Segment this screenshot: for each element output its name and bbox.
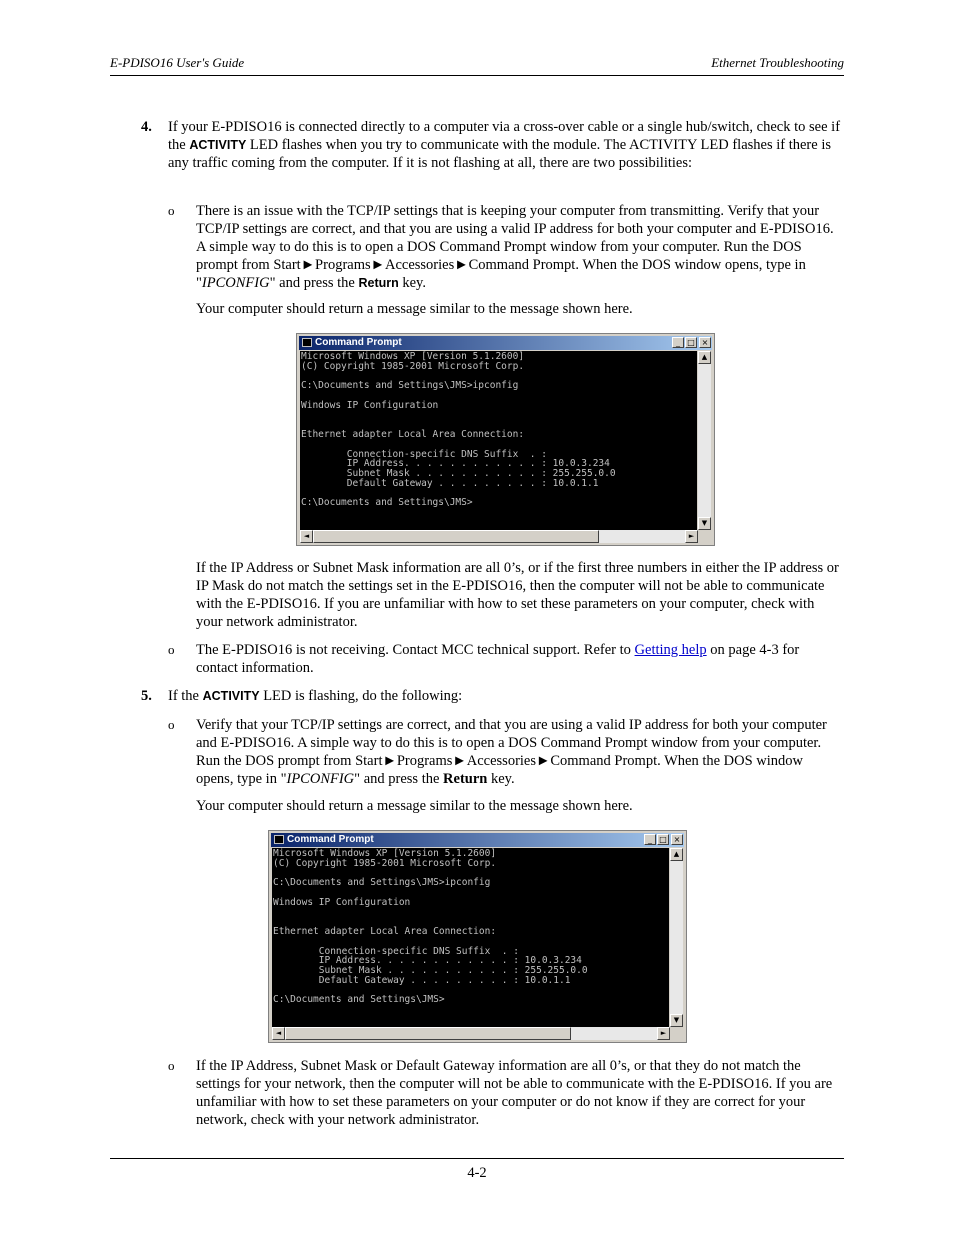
window-title: Command Prompt [287, 834, 374, 845]
maximize-button[interactable]: □ [657, 834, 669, 845]
step-4-bullet-1-text: There is an issue with the TCP/IP settings that is keeping your computer from transmitting. Verify that your TCP/IP settings are correct, and that you are using a valid IP address for both your computer and E-PDISO16. A simple way to do this is to open a DOS Command Prompt window from your computer. Run the DOS prompt from Start►Programs►Accessories►Command Prompt. When the DOS window opens, type in "IPCONFIG" and press the Return key. [196, 203, 834, 291]
header-section-title: Ethernet Troubleshooting [711, 55, 844, 70]
scroll-right-arrow-icon[interactable]: ► [685, 530, 698, 543]
console-output: Microsoft Windows XP [Version 5.1.2600] (C) Copyright 1985-2001 Microsoft Corp. C:\Documents and Settings\JMS>ipconfig Windows IP Configuration Ethernet adapter Local Area Connection: Connection-specific DNS Suffix . : IP Address. . . . . . . . . . . . : 10.0.3.234 Subnet Mask . . . . . . . . . . . : 255.255.0.0 Default Gateway . . . . . . . . . : 10.0.1.1 C:\Documents and Settings\JMS> [300, 351, 697, 530]
step-5-text: If the ACTIVITY LED is flashing, do the following: [168, 688, 463, 704]
scroll-down-arrow-icon[interactable]: ▼ [670, 1014, 683, 1027]
scroll-up-arrow-icon[interactable]: ▲ [698, 351, 711, 364]
vertical-scrollbar[interactable] [670, 848, 683, 1027]
bullet-marker: o [168, 717, 175, 732]
page-number: 4-2 [467, 1165, 487, 1181]
step-5-number: 5. [141, 688, 152, 704]
scroll-left-arrow-icon[interactable]: ◄ [272, 1027, 285, 1040]
horizontal-scrollbar[interactable] [300, 530, 698, 543]
step-4-text: If your E-PDISO16 is connected directly to a computer via a cross-over cable or a single hub/switch, check to see if the ACTIVITY LED flashes when you try to communicate with the module. The ACTIVITY LED flashes if there is any traffic coming from the computer. If it is not flashing at all, there are two possibilities: [168, 119, 841, 171]
command-prompt-window-2 [268, 830, 687, 1043]
getting-help-link[interactable]: Getting help [634, 642, 707, 658]
return-key-label: Return [443, 771, 488, 787]
scroll-thumb[interactable] [313, 530, 599, 543]
minimize-button[interactable]: _ [644, 834, 656, 845]
console-output: Microsoft Windows XP [Version 5.1.2600] (C) Copyright 1985-2001 Microsoft Corp. C:\Documents and Settings\JMS>ipconfig Windows IP Configuration Ethernet adapter Local Area Connection: Connection-specific DNS Suffix . : IP Address. . . . . . . . . . . . : 10.0.3.234 Subnet Mask . . . . . . . . . . . : 255.255.0.0 Default Gateway . . . . . . . . . : 10.0.1.1 C:\Documents and Settings\JMS> [272, 848, 669, 1027]
step-5-note: Your computer should return a message similar to the message shown here. [196, 798, 633, 814]
cmd-icon [274, 835, 284, 844]
page-header [110, 55, 844, 76]
command-prompt-window-1 [296, 333, 715, 546]
scroll-thumb[interactable] [285, 1027, 571, 1040]
title-bar [299, 336, 712, 350]
close-button[interactable]: × [671, 834, 683, 845]
activity-led-label: ACTIVITY [189, 138, 247, 152]
maximize-button[interactable]: □ [685, 337, 697, 348]
step-4-after-text: If the IP Address or Subnet Mask information are all 0’s, or if the first three numbers in either the IP address or IP Mask do not match the settings set in the E-PDISO16, then the computer will not be able to communicate with the E-PDISO16. If you are unfamiliar with how to set these parameters on your computer, check with your network administrator. [196, 560, 839, 630]
close-button[interactable]: × [699, 337, 711, 348]
bullet-marker: o [168, 1058, 175, 1073]
horizontal-scrollbar[interactable] [272, 1027, 670, 1040]
step-5-bullet-1-text: Verify that your TCP/IP settings are correct, and that you are using a valid IP address for both your computer and E-PDISO16. A simple way to do this is to open a DOS Command Prompt window from your computer. Run the DOS prompt from Start►Programs►Accessories►Command Prompt. When the DOS window opens, type in "IPCONFIG" and press the Return key. [196, 717, 827, 787]
scroll-down-arrow-icon[interactable]: ▼ [698, 517, 711, 530]
scroll-right-arrow-icon[interactable]: ► [657, 1027, 670, 1040]
cmd-icon [302, 338, 312, 347]
vertical-scrollbar[interactable] [698, 351, 711, 530]
title-bar [271, 833, 684, 847]
window-title: Command Prompt [315, 337, 402, 348]
step-4-bullet-2-text: The E-PDISO16 is not receiving. Contact MCC technical support. Refer to Getting help on page 4-3 for contact information. [196, 642, 800, 676]
step-5-bullet-2-text: If the IP Address, Subnet Mask or Default Gateway information are all 0’s, or that they do not match the settings for your network, then the computer will not be able to communicate with the E-PDISO16. If you are unfamiliar with how to set these parameters on your computer or do not know if they are correct for your network, check with your network administrator. [196, 1058, 833, 1128]
step-4-note: Your computer should return a message similar to the message shown here. [196, 301, 633, 317]
return-key-label: Return [358, 276, 399, 290]
scroll-up-arrow-icon[interactable]: ▲ [670, 848, 683, 861]
header-doc-title: E-PDISO16 User's Guide [110, 55, 245, 70]
scroll-left-arrow-icon[interactable]: ◄ [300, 530, 313, 543]
activity-led-label: ACTIVITY [202, 689, 260, 703]
minimize-button[interactable]: _ [672, 337, 684, 348]
bullet-marker: o [168, 203, 175, 218]
step-4-number: 4. [141, 119, 152, 135]
bullet-marker: o [168, 642, 175, 657]
page-footer [110, 1158, 844, 1182]
